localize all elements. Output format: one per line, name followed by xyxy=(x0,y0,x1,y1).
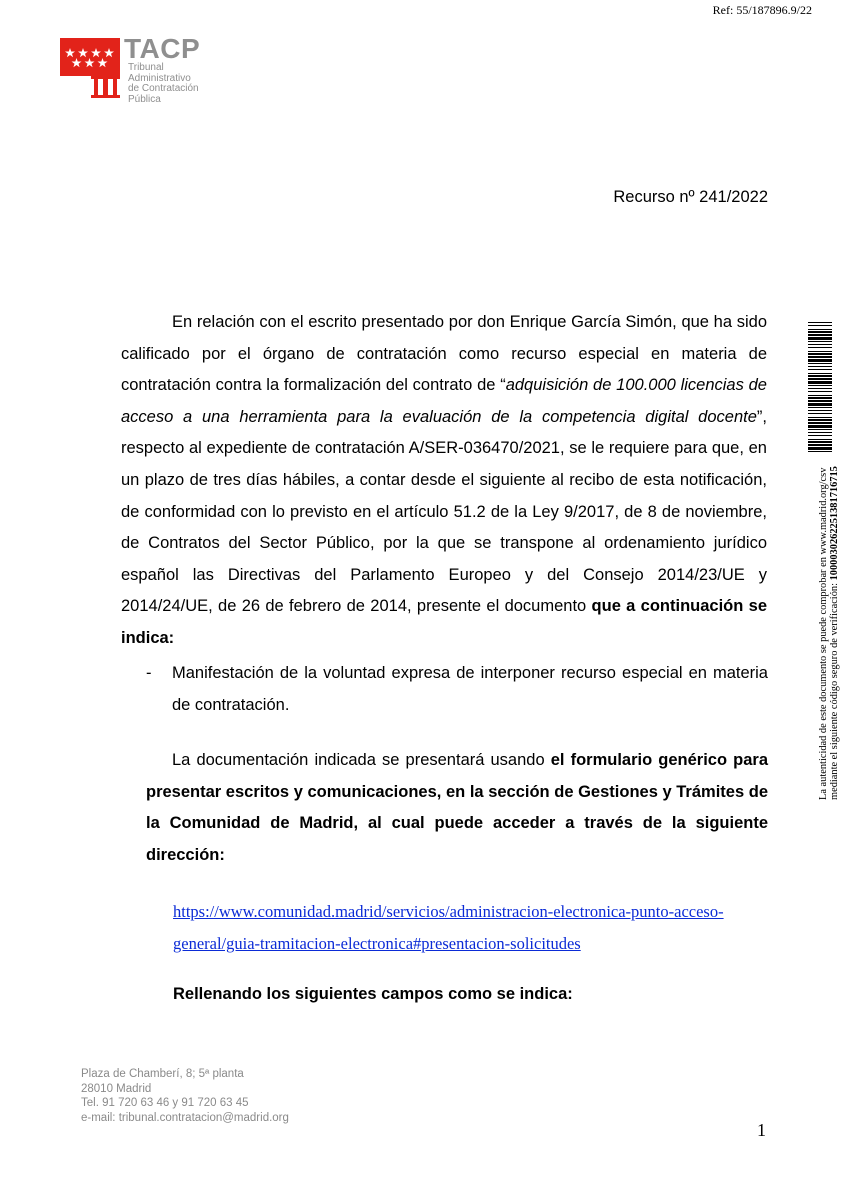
logo-acronym: TACP xyxy=(124,33,201,64)
contract-object: adquisición de 100.000 licencias de acceso a una herramienta para la evaluación de la competencia digital docente xyxy=(121,376,767,426)
page-number: 1 xyxy=(757,1120,766,1140)
submission-link[interactable]: https://www.comunidad.madrid/servicios/administracion-electronica-punto-acceso- general/guia-tramitacion-electronica#presentacion-solicitudes xyxy=(173,902,724,953)
verification-text: La autenticidad de este documento se puede comprobar en www.madrid.org/csv mediante el siguiente código seguro de verificación: 1000030262251381716715 xyxy=(818,466,840,800)
bullet-dash: - xyxy=(146,664,152,682)
logo-subtitle: Tribunal Administrativo de Contratación Pública xyxy=(128,62,199,105)
barcode-icon xyxy=(808,322,832,454)
bullet-text: Manifestación de la voluntad expresa de interponer recurso especial en materia de contratación. xyxy=(172,664,768,714)
bold-instructions: el formulario genérico para presentar escritos y comunicaciones, en la sección de Gestiones y Trámites de la Comunidad de Madrid, al cual puede acceder a través de la siguiente dirección: xyxy=(146,751,768,864)
case-number: Recurso nº 241/2022 xyxy=(613,188,768,206)
madrid-flag-icon xyxy=(60,38,120,76)
bold-phrase: que a continuación se indica: xyxy=(121,597,767,647)
tacp-logo xyxy=(60,33,220,105)
column-icon xyxy=(91,76,120,98)
required-document-item xyxy=(146,658,768,721)
footer-address: Plaza de Chamberí, 8; 5ª planta 28010 Madrid Tel. 91 720 63 46 y 91 720 63 45 e-mail: tribunal.contratacion@madrid.org xyxy=(81,1068,289,1124)
verification-code: 1000030262251381716715 xyxy=(829,466,840,581)
document-reference: Ref: 55/187896.9/22 xyxy=(712,3,812,17)
submission-paragraph: La documentación indicada se presentará usando el formulario genérico para presentar escritos y comunicaciones, en la sección de Gestiones y Trámites de la Comunidad de Madrid, al cual puede acceder a través de la siguiente dirección: xyxy=(146,751,768,864)
fields-heading: Rellenando los siguientes campos como se indica: xyxy=(173,985,573,1003)
main-paragraph: En relación con el escrito presentado por don Enrique García Simón, que ha sido calificado por el órgano de contratación como recurso especial en materia de contratación contra la formalización del contrato de “adquisición de 100.000 licencias de acceso a una herramienta para la evaluación de la competencia digital docente”, respecto al expediente de contratación A/SER-036470/2021, se le requiere para que, en un plazo de tres días hábiles, a contar desde el siguiente al recibo de esta notificación, de conformidad con lo previsto en el artículo 51.2 de la Ley 9/2017, de 8 de noviembre, de Contratos del Sector Público, por la que se transpone al ordenamiento jurídico español las Directivas del Parlamento Europeo y del Consejo 2014/23/UE y 2014/24/UE, de 26 de febrero de 2014, presente el documento que a continuación se indica: xyxy=(121,313,767,647)
